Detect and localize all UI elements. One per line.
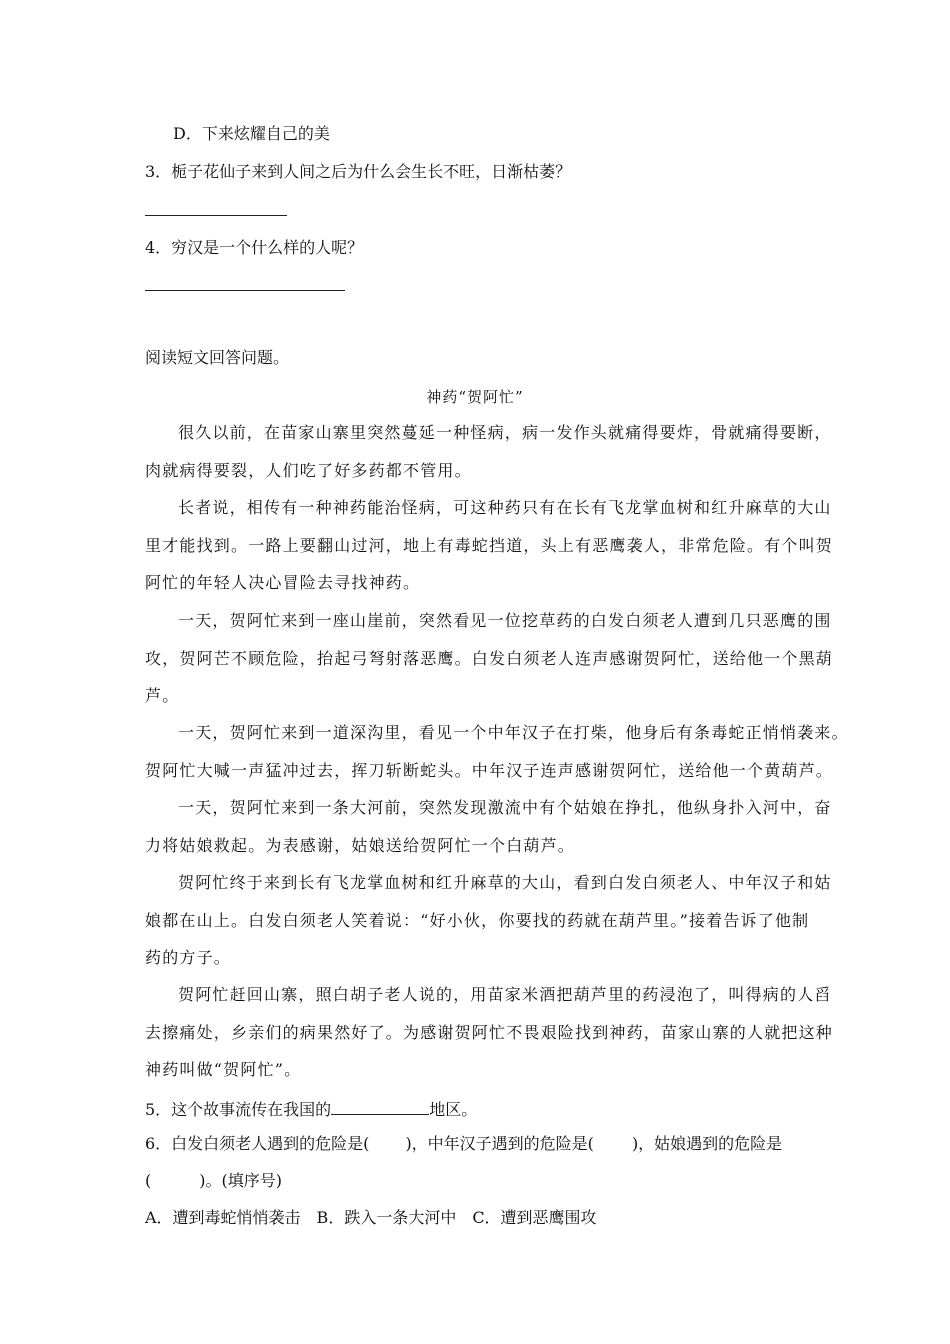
question-6-text-e: )。(填序号) xyxy=(199,1171,282,1190)
question-6-text-b: )，中年汉子遇到的危险是( xyxy=(405,1134,594,1153)
passage-line: 攻，贺阿芒不顾危险，抬起弓弩射落恶鹰。白发白须老人连声感谢贺阿忙，送给他一个黑葫 xyxy=(145,649,834,668)
passage-line: 贺阿忙赶回山寨，照白胡子老人说的，用苗家米酒把葫芦里的药浸泡了，叫得病的人舀 xyxy=(178,985,832,1004)
passage-line: 贺阿忙大喊一声猛冲过去，挥刀斩断蛇头。中年汉子连声感谢贺阿忙，送给他一个黄葫芦。 xyxy=(145,761,834,780)
passage-line: 一天，贺阿忙来到一道深沟里，看见一个中年汉子在打柴，他身后有条毒蛇正悄悄袭来。 xyxy=(178,723,849,742)
section-instruction: 阅读短文回答问题。 xyxy=(145,348,290,367)
passage-line: 一天，贺阿忙来到一座山崖前，突然看见一位挖草药的白发白须老人遭到几只恶鹰的围 xyxy=(178,611,832,630)
passage-line: 里才能找到。一路上要翻山过河，地上有毒蛇挡道，头上有恶鹰袭人，非常危险。有个叫贺 xyxy=(145,536,834,555)
question-6-options: A．遭到毒蛇悄悄袭击 B．跌入一条大河中 C．遭到恶鹰围攻 xyxy=(145,1208,597,1227)
question-4-text: 4．穷汉是一个什么样的人呢？ xyxy=(145,238,364,257)
question-5-prefix: 5．这个故事流传在我国的 xyxy=(145,1100,332,1119)
passage-line: 力将姑娘救起。为表感谢，姑娘送给贺阿忙一个白葫芦。 xyxy=(145,836,576,855)
passage-line: 芦。 xyxy=(145,686,180,705)
question-6-line-2 xyxy=(145,1171,282,1191)
question-5 xyxy=(145,1098,477,1120)
passage-line: 娘都在山上。白发白须老人笑着说：“好小伙，你要找的药就在葫芦里。”接着告诉了他制 xyxy=(145,911,810,930)
question-6-text-a: 6．白发白须老人遇到的危险是( xyxy=(145,1134,370,1153)
question-6-line-1 xyxy=(145,1134,782,1154)
passage-line: 肉就病得要裂，人们吃了好多药都不管用。 xyxy=(145,461,472,480)
passage-line: 去擦痛处，乡亲们的病果然好了。为感谢贺阿忙不畏艰险找到神药，苗家山寨的人就把这种 xyxy=(145,1023,834,1042)
answer-blank-q5[interactable] xyxy=(331,1098,429,1115)
passage-line: 阿忙的年轻人决心冒险去寻找神药。 xyxy=(145,573,421,592)
passage-line: 长者说，相传有一种神药能治怪病，可这种药只有在长有飞龙掌血树和红升麻草的大山 xyxy=(178,498,832,517)
answer-line-q4[interactable] xyxy=(145,290,345,291)
question-5-suffix: 地区。 xyxy=(429,1100,478,1119)
question-6-text-d: ( xyxy=(145,1171,152,1190)
passage-title: 神药“贺阿忙” xyxy=(426,388,524,406)
question-3-text: 3．栀子花仙子来到人间之后为什么会生长不旺，日渐枯萎？ xyxy=(145,162,572,181)
answer-line-q3[interactable] xyxy=(145,215,287,216)
passage-line: 一天，贺阿忙来到一条大河前，突然发现激流中有个姑娘在挣扎，他纵身扑入河中，奋 xyxy=(178,798,832,817)
question-6-text-c: )，姑娘遇到的危险是 xyxy=(631,1134,783,1153)
question-2-option-d: D．下来炫耀自己的美 xyxy=(173,124,330,143)
passage-line: 很久以前，在苗家山寨里突然蔓延一种怪病，病一发作头就痛得要炸，骨就痛得要断， xyxy=(178,423,832,442)
passage-line: 贺阿忙终于来到长有飞龙掌血树和红升麻草的大山，看到白发白须老人、中年汉子和姑 xyxy=(178,873,832,892)
passage-line: 药的方子。 xyxy=(145,948,232,967)
passage-line: 神药叫做“贺阿忙”。 xyxy=(145,1060,302,1079)
